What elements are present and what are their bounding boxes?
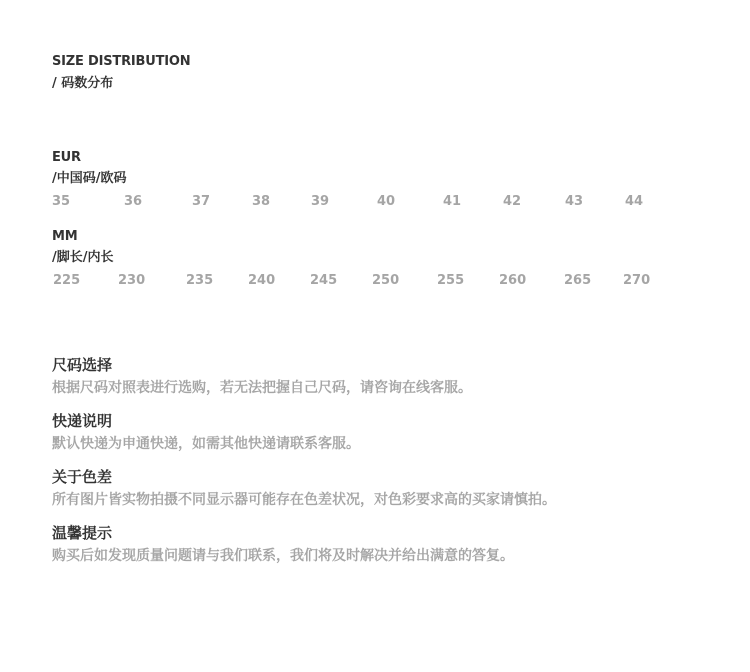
mm-size-value: 225 xyxy=(53,273,81,288)
eur-label: EUR xyxy=(52,150,81,165)
eur-size-value: 39 xyxy=(311,194,330,209)
eur-size-value: 43 xyxy=(565,194,584,209)
eur-sublabel: /中国码/欧码 xyxy=(52,171,127,186)
mm-size-value: 255 xyxy=(437,273,465,288)
note-body: 购买后如发现质量问题请与我们联系，我们将及时解决并给出满意的答复。 xyxy=(52,548,514,564)
note-body: 默认快递为申通快递，如需其他快递请联系客服。 xyxy=(52,436,360,452)
note-body: 根据尺码对照表进行选购，若无法把握自己尺码，请咨询在线客服。 xyxy=(52,380,472,396)
mm-size-value: 235 xyxy=(186,273,214,288)
eur-size-row xyxy=(52,194,702,212)
note-title: 快递说明 xyxy=(52,412,113,430)
note-title: 尺码选择 xyxy=(52,356,113,374)
note-shipping xyxy=(52,410,360,453)
eur-size-value: 36 xyxy=(124,194,143,209)
eur-size-value: 40 xyxy=(377,194,396,209)
eur-size-value: 35 xyxy=(52,194,71,209)
mm-size-value: 250 xyxy=(372,273,400,288)
mm-size-row xyxy=(52,273,702,291)
note-title: 温馨提示 xyxy=(52,524,113,542)
note-size-choice xyxy=(52,354,472,397)
eur-size-value: 44 xyxy=(625,194,644,209)
note-color-difference xyxy=(52,466,556,509)
mm-size-value: 240 xyxy=(248,273,276,288)
section-title: SIZE DISTRIBUTION xyxy=(52,54,191,69)
eur-size-value: 42 xyxy=(503,194,522,209)
mm-size-value: 265 xyxy=(564,273,592,288)
note-title: 关于色差 xyxy=(52,468,113,486)
eur-size-value: 37 xyxy=(192,194,211,209)
mm-size-value: 230 xyxy=(118,273,146,288)
eur-size-value: 41 xyxy=(443,194,462,209)
mm-size-value: 270 xyxy=(623,273,651,288)
mm-sublabel: /脚长/内长 xyxy=(52,250,114,265)
mm-label: MM xyxy=(52,229,78,244)
note-warm-tips xyxy=(52,522,514,565)
note-body: 所有图片皆实物拍摄不同显示器可能存在色差状况，对色彩要求高的买家请慎拍。 xyxy=(52,492,556,508)
mm-size-value: 245 xyxy=(310,273,338,288)
mm-size-value: 260 xyxy=(499,273,527,288)
eur-size-value: 38 xyxy=(252,194,271,209)
section-subtitle: / 码数分布 xyxy=(52,76,114,91)
